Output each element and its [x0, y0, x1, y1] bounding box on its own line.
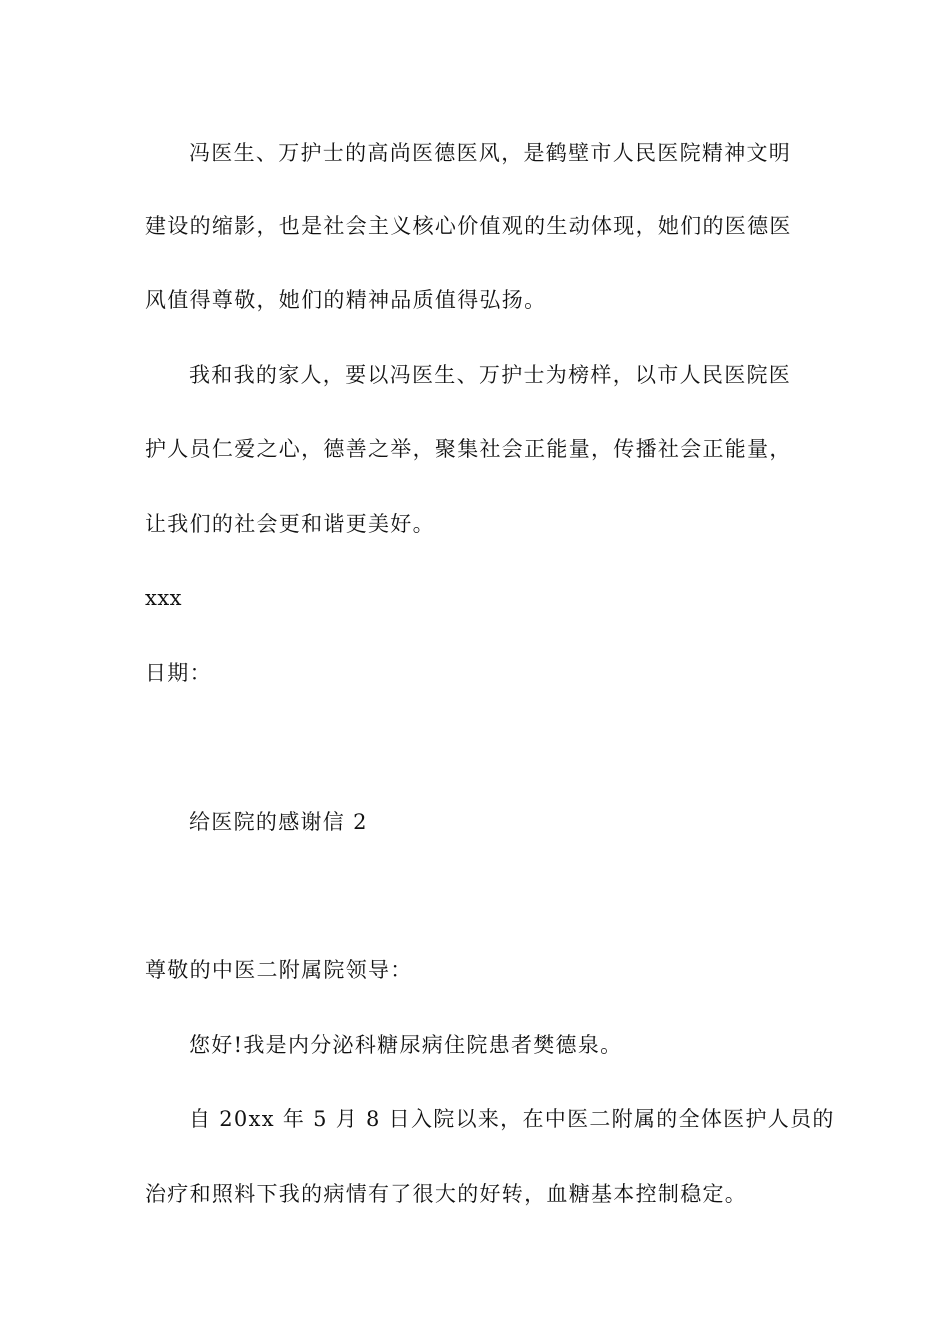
- paragraph-line: 我和我的家人，要以冯医生、万护士为榜样，以市人民医院医: [189, 363, 792, 387]
- paragraph-line: 自 20xx 年 5 月 8 日入院以来，在中医二附属的全体医护人员的: [189, 1107, 835, 1131]
- paragraph-line: 风值得尊敬，她们的精神品质值得弘扬。: [145, 288, 547, 312]
- signature-name: xxx: [145, 586, 183, 610]
- paragraph-line: 治疗和照料下我的病情有了很大的好转，血糖基本控制稳定。: [145, 1182, 748, 1206]
- paragraph-line: 护人员仁爱之心，德善之举，聚集社会正能量，传播社会正能量，: [145, 437, 792, 461]
- paragraph-line: 建设的缩影，也是社会主义核心价值观的生动体现，她们的医德医: [145, 214, 792, 238]
- paragraph-line: 冯医生、万护士的高尚医德医风，是鹤壁市人民医院精神文明: [189, 141, 792, 165]
- paragraph-line: 您好!我是内分泌科糖尿病住院患者樊德泉。: [189, 1033, 623, 1057]
- paragraph-line: 让我们的社会更和谐更美好。: [145, 512, 435, 536]
- date-label: 日期：: [145, 661, 212, 685]
- letter-title: 给医院的感谢信 2: [189, 810, 368, 834]
- salutation: 尊敬的中医二附属院领导：: [145, 958, 413, 982]
